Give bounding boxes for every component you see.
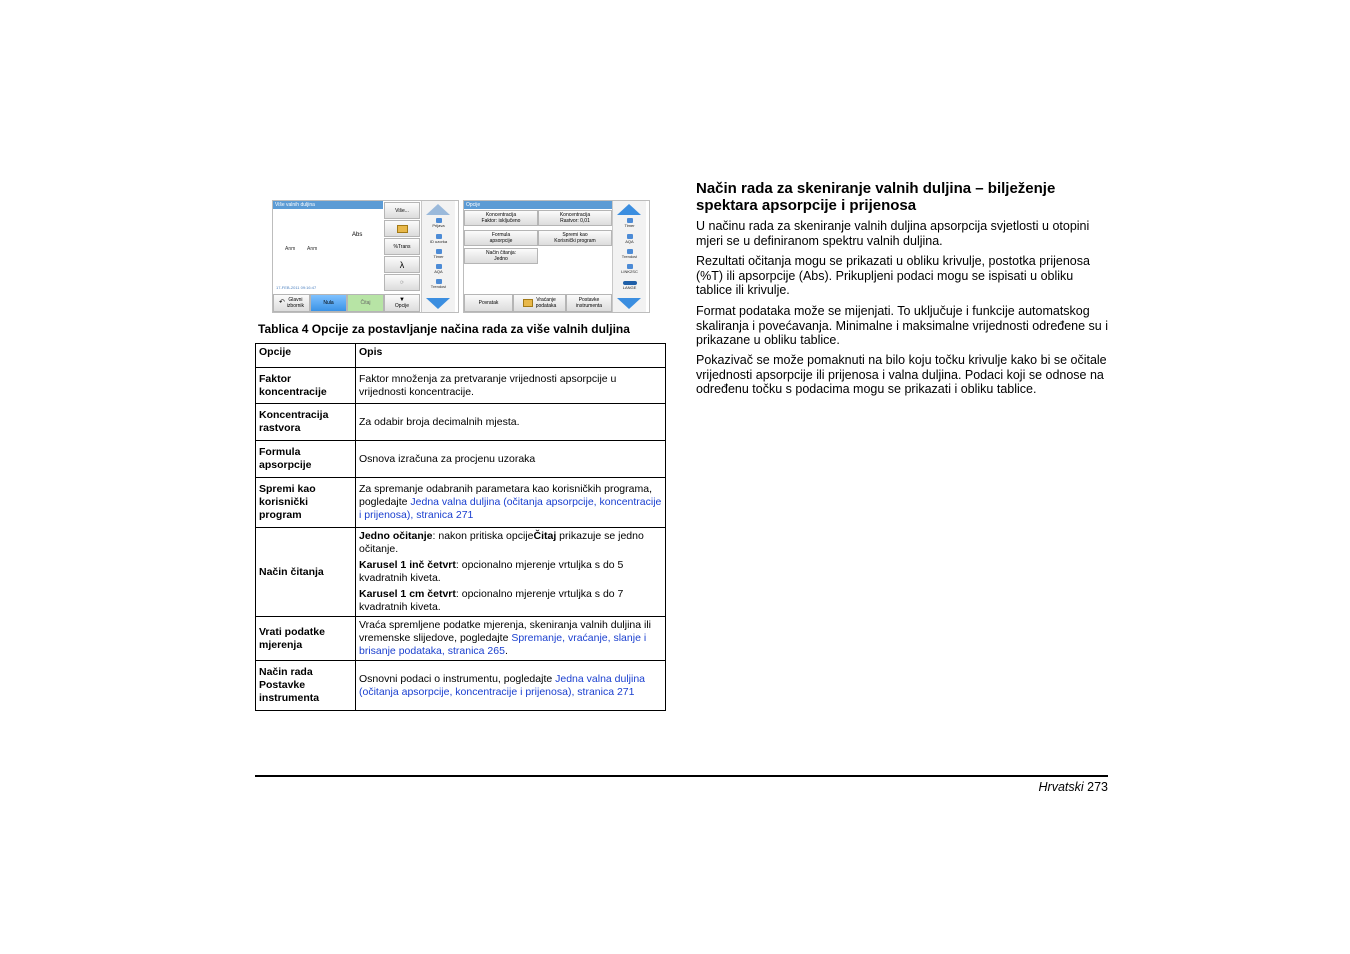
carousel-cm-desc: Karusel 1 cm četvrt: opcionalno mjerenje vrtuljka s do 7 kvadratnih kiveta. bbox=[359, 588, 624, 613]
description-text: Osnovni podaci o instrumentu, pogledajte bbox=[359, 672, 556, 685]
screenshot-options bbox=[463, 200, 650, 313]
option-description bbox=[356, 661, 666, 711]
read-button[interactable]: Čitaj bbox=[347, 294, 384, 312]
aqa-item[interactable]: AQA bbox=[613, 234, 646, 244]
table-row bbox=[256, 404, 666, 441]
single-reading-desc: Jedno očitanje: nakon pritiska opcijeČitaj prikazuje se jedno očitanje. bbox=[359, 530, 644, 555]
sample-id-item[interactable]: ID uzorka bbox=[422, 234, 455, 244]
back-arrow-icon: ↶ bbox=[278, 299, 285, 306]
option-description: Faktor množenja za pretvaranje vrijednosti apsorpcije u vrijednosti koncentracije. bbox=[356, 368, 666, 404]
folder-icon bbox=[523, 299, 533, 307]
reading-1: Anm bbox=[285, 246, 296, 252]
header-description: Opis bbox=[356, 344, 666, 368]
reading-mode-button[interactable]: Način čitanja: Jedno bbox=[464, 248, 538, 264]
option-name: Spremi kao korisnički program bbox=[256, 478, 356, 528]
folder-button[interactable] bbox=[384, 220, 420, 237]
abs-label: Abs bbox=[352, 232, 363, 238]
scroll-up-icon[interactable] bbox=[426, 204, 450, 215]
trends-item[interactable]: Trendovi bbox=[613, 249, 646, 259]
back-button[interactable]: Povratak bbox=[464, 294, 513, 312]
lambda-button[interactable]: λ bbox=[384, 256, 420, 273]
timestamp: 17-FEB-2011 09:16:47 bbox=[276, 285, 317, 290]
recall-data-label: Vraćanje podataka bbox=[535, 297, 557, 309]
description-text: Vraća spremljene podatke mjerenja, skeniranja valnih duljina ili vremenske slijedove, pogledajte bbox=[359, 619, 652, 644]
footer-language: Hrvatski bbox=[1038, 780, 1084, 794]
cross-reference-link[interactable]: Jedna valna duljina (očitanja apsorpcije, koncentracije i prijenosa), stranica 271 bbox=[359, 496, 662, 521]
table-row bbox=[256, 478, 666, 528]
scroll-down-icon[interactable] bbox=[617, 298, 641, 309]
option-name: Formula apsorpcije bbox=[256, 441, 356, 478]
paragraph-3: Format podataka može se mijenjati. To uključuje i funkcije automatskog skaliranja i povećavanja. Minimalne i maksimalne vrijednosti određene su i prikazane u obliku tablice. bbox=[696, 304, 1109, 347]
link2sc-item[interactable]: LINK2SC bbox=[613, 264, 646, 274]
option-name: Način rada Postavke instrumenta bbox=[256, 661, 356, 711]
page-number: 273 bbox=[1087, 780, 1108, 794]
table-row bbox=[256, 368, 666, 404]
main-menu-button[interactable] bbox=[273, 294, 310, 312]
scroll-down-icon[interactable] bbox=[426, 298, 450, 309]
screen-title: Više valnih duljina bbox=[273, 201, 383, 209]
paragraph-1: U načinu rada za skeniranje valnih duljina apsorpcija svjetlosti u otopini mjeri se u definiranom spektru valnih duljina. bbox=[696, 219, 1090, 248]
option-name: Način čitanja bbox=[256, 528, 356, 617]
percent-trans-button[interactable]: %Trans bbox=[384, 238, 420, 255]
instrument-settings-button[interactable]: Postavke instrumenta bbox=[566, 294, 612, 312]
options-table bbox=[255, 343, 666, 711]
concentration-solution-button[interactable]: Koncentracija Rastvor: 0,01 bbox=[538, 210, 612, 226]
carousel-inch-desc: Karusel 1 inč četvrt: opcionalno mjerenje vrtuljka s do 5 kvadratnih kiveta. bbox=[359, 559, 624, 584]
paragraph-4: Pokazivač se može pomaknuti na bilo koju točku krivulje kako bi se očitale vrijednosti apsorpcije ili prijenosa i valna duljina. Podaci koji se odnose na određenu točku s podacima mogu se prikazati i obliku tablice. bbox=[696, 353, 1107, 396]
table-row bbox=[256, 661, 666, 711]
options-button[interactable] bbox=[384, 294, 420, 312]
table-header-row bbox=[256, 344, 666, 368]
folder-icon bbox=[397, 225, 408, 233]
option-description: Vraća spremljene podatke mjerenja, skeniranja valnih duljina ili vremenske slijedove, pogledajte Spremanje, vraćanje, slanje i brisanje podataka, stranica 265. bbox=[356, 617, 666, 661]
paragraph-2: Rezultati očitanja mogu se prikazati u obliku krivulje, postotka prijenosa (%T) ili apsorpcije (Abs). Prikupljeni podaci mogu se ispisati u obliku tablice ili krivulje. bbox=[696, 254, 1090, 297]
screen-title: Opcije bbox=[464, 201, 612, 209]
table-caption: Tablica 4 Opcije za postavljanje načina rada za više valnih duljina bbox=[258, 322, 630, 336]
option-name: Vrati podatke mjerenja bbox=[256, 617, 356, 661]
options-label: Opcije bbox=[394, 302, 410, 309]
zero-button[interactable]: Nula bbox=[310, 294, 347, 312]
header-options: Opcije bbox=[256, 344, 356, 368]
footer-divider bbox=[255, 775, 1108, 777]
aqa-item[interactable]: AQA bbox=[422, 264, 455, 274]
chevron-down-icon: ▼ bbox=[399, 296, 405, 303]
page-footer bbox=[1039, 780, 1109, 794]
concentration-factor-button[interactable]: Koncentracija Faktor: isključeno bbox=[464, 210, 538, 226]
option-description: Osnova izračuna za procjenu uzoraka bbox=[356, 441, 666, 478]
side-panel bbox=[421, 201, 455, 312]
reading-2: Anm bbox=[307, 246, 318, 252]
trends-item[interactable]: Trendovi bbox=[422, 279, 455, 289]
timer-item[interactable]: Timer bbox=[613, 218, 646, 228]
screenshot-multi-wavelength bbox=[272, 200, 459, 313]
save-user-program-button[interactable]: Spremi kao Korisnički program bbox=[538, 230, 612, 246]
refresh-icon: ⟳ bbox=[399, 279, 405, 286]
absorbance-formula-button[interactable]: Formula apsorpcije bbox=[464, 230, 538, 246]
refresh-button[interactable] bbox=[384, 274, 420, 291]
section-heading: Način rada za skeniranje valnih duljina – bilježenje spektara apsorpcije i prijenosa bbox=[696, 180, 1056, 214]
timer-item[interactable]: Timer bbox=[422, 249, 455, 259]
lange-item[interactable]: LANGE bbox=[613, 281, 646, 290]
cross-reference-link[interactable]: Spremanje, vraćanje, slanje i brisanje podataka, stranica 265 bbox=[359, 632, 647, 657]
login-item[interactable]: Prijava bbox=[422, 218, 455, 228]
recall-data-button[interactable] bbox=[513, 294, 566, 312]
more-button[interactable]: Više... bbox=[384, 202, 420, 219]
side-panel bbox=[612, 201, 646, 312]
option-description bbox=[356, 528, 666, 617]
description-text: Za spremanje odabranih parametara kao korisničkih programa, pogledajte bbox=[359, 483, 652, 508]
table-row bbox=[256, 617, 666, 661]
option-name: Koncentracija rastvora bbox=[256, 404, 356, 441]
scroll-up-icon[interactable] bbox=[617, 204, 641, 215]
option-description: Za odabir broja decimalnih mjesta. bbox=[356, 404, 666, 441]
option-description bbox=[356, 478, 666, 528]
option-name: Faktor koncentracije bbox=[256, 368, 356, 404]
table-row bbox=[256, 441, 666, 478]
cross-reference-link[interactable]: Jedna valna duljina (očitanja apsorpcije, koncentracije i prijenosa), stranica 271 bbox=[359, 672, 646, 698]
main-menu-label: Glavni izbornik bbox=[286, 297, 305, 309]
table-row bbox=[256, 528, 666, 617]
